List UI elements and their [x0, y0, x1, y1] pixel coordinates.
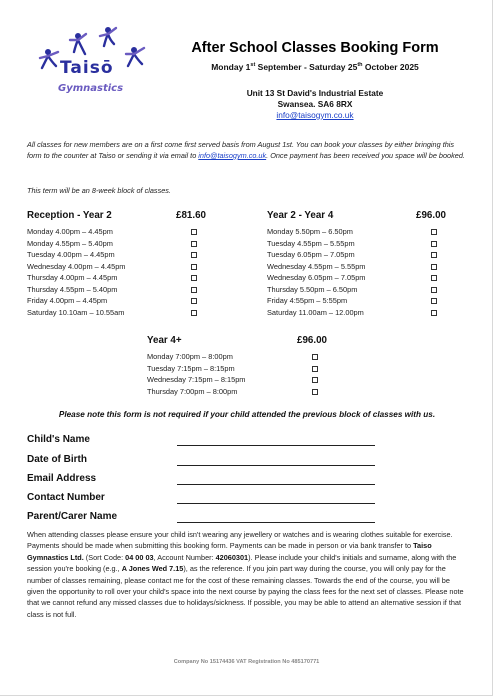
- empty-checkbox-icon[interactable]: [191, 241, 197, 247]
- terms-text: , Account Number:: [153, 552, 216, 562]
- session-row: [27, 261, 227, 273]
- session-label: Saturday 10.10am – 10.55am: [27, 307, 125, 317]
- sort-code: 04 00 03: [125, 552, 154, 562]
- form-title: After School Classes Booking Form: [191, 40, 439, 56]
- address-line-1: Unit 13 St David's Industrial Estate: [246, 88, 384, 98]
- session-label: Monday 4.00pm – 4.45pm: [27, 227, 113, 236]
- email-field: [27, 473, 387, 489]
- class-block-year2-year4: [267, 210, 467, 318]
- session-label: Wednesday 7:15pm – 8:15pm: [147, 375, 246, 384]
- session-row: [27, 307, 227, 319]
- empty-checkbox-icon[interactable]: [191, 264, 197, 270]
- block-price: £96.00: [297, 335, 327, 346]
- empty-checkbox-icon[interactable]: [191, 298, 197, 304]
- session-label: Wednesday 4.00pm – 4.45pm: [27, 261, 126, 271]
- email-label: Email Address: [27, 473, 97, 484]
- session-label: Saturday 11.00am – 12.00pm: [267, 307, 364, 317]
- session-label: Tuesday 6.05pm – 7.05pm: [267, 250, 355, 259]
- logo-subtitle: Gymnastics: [58, 83, 124, 94]
- contact-number-label: Contact Number: [27, 492, 105, 503]
- taiso-logo: [30, 22, 160, 107]
- class-block-reception-year2: [27, 210, 227, 318]
- block-name: Reception - Year 2: [27, 210, 112, 221]
- child-name-label: Child's Name: [27, 434, 90, 445]
- empty-checkbox-icon[interactable]: [312, 389, 318, 395]
- date-year-text: October 2025: [362, 62, 419, 72]
- intro-text-1: All classes for new members are on a first come first served basis from August 1st. You can book your classes by either bringing this form to the counter at Taiso or sending it via email to: [27, 140, 455, 160]
- header-email-link[interactable]: info@taisogym.co.uk: [276, 110, 354, 120]
- empty-checkbox-icon[interactable]: [191, 229, 197, 235]
- session-row: [27, 295, 227, 307]
- empty-checkbox-icon[interactable]: [431, 252, 437, 258]
- block-header: [27, 210, 227, 226]
- empty-checkbox-icon[interactable]: [312, 377, 318, 383]
- date-end-text: September - Saturday 25: [255, 62, 358, 72]
- session-label: Tuesday 7:15pm – 8:15pm: [147, 363, 235, 373]
- company-name: Taiso Gymnastics Ltd.: [27, 541, 432, 562]
- session-row: [147, 386, 347, 398]
- contact-number-input[interactable]: [177, 503, 375, 504]
- session-label: Monday 7:00pm – 8:00pm: [147, 352, 233, 361]
- date-start-text: Monday 1: [211, 62, 251, 72]
- empty-checkbox-icon[interactable]: [191, 252, 197, 258]
- session-row: [27, 272, 227, 284]
- empty-checkbox-icon[interactable]: [431, 241, 437, 247]
- terms-paragraph: [27, 529, 467, 620]
- block-price: £81.60: [176, 210, 206, 221]
- session-label: Wednesday 4.55pm – 5.55pm: [267, 261, 366, 271]
- session-row: [267, 261, 467, 273]
- child-name-input[interactable]: [177, 445, 375, 446]
- term-dates: [170, 62, 460, 72]
- session-row: [147, 351, 347, 363]
- terms-text: ). Please include your child's initials and surname, along with the session you're booking (e.g.,: [27, 552, 457, 574]
- session-label: Friday 4:55pm – 5:55pm: [267, 296, 348, 305]
- session-row: [27, 284, 227, 296]
- session-row: [267, 307, 467, 319]
- account-number: 42060301: [215, 552, 249, 562]
- terms-text: (Sort Code:: [83, 552, 126, 562]
- dob-input[interactable]: [177, 465, 375, 466]
- session-row: [267, 249, 467, 261]
- address-line-2: Swansea. SA6 8RX: [277, 99, 353, 109]
- empty-checkbox-icon[interactable]: [191, 310, 197, 316]
- logo-wordmark: Taisō: [60, 58, 114, 78]
- empty-checkbox-icon[interactable]: [191, 287, 197, 293]
- email-input[interactable]: [177, 484, 375, 485]
- empty-checkbox-icon[interactable]: [431, 275, 437, 281]
- empty-checkbox-icon[interactable]: [431, 298, 437, 304]
- block-header: [147, 335, 347, 351]
- session-label: Thursday 4.00pm – 4.45pm: [27, 273, 118, 282]
- date-start-suffix: st: [250, 62, 256, 69]
- session-row: [267, 238, 467, 250]
- block-price: £96.00: [416, 210, 446, 221]
- session-label: Tuesday 4.00pm – 4.45pm: [27, 250, 115, 259]
- session-row: [27, 238, 227, 250]
- session-row: [27, 226, 227, 238]
- terms-text: ), as the reference. If you join part way during the course, you will only pay for the number of classes remaining, please contact me for the cost of these remaining classes. Towards the end of the course, you will be given the opportunity to roll over your child's space into the next course by paying the class fees for the next set of classes. Please note that we cannot refund any missed classes due to holidays/sickness. If possible, you may be able to attend an alternative session if that class is not full.: [27, 564, 464, 619]
- session-row: [147, 374, 347, 386]
- empty-checkbox-icon[interactable]: [431, 229, 437, 235]
- header-email: [170, 110, 460, 120]
- session-row: [27, 249, 227, 261]
- block-name: Year 4+: [147, 335, 182, 346]
- parent-name-field: [27, 511, 387, 527]
- session-label: Monday 4.55pm – 5.40pm: [27, 238, 113, 248]
- session-row: [267, 226, 467, 238]
- dob-field: [27, 454, 387, 470]
- empty-checkbox-icon[interactable]: [431, 287, 437, 293]
- parent-name-input[interactable]: [177, 522, 375, 523]
- session-row: [267, 284, 467, 296]
- term-note: This term will be an 8-week block of classes.: [27, 186, 171, 195]
- session-row: [267, 295, 467, 307]
- dob-label: Date of Birth: [27, 454, 87, 465]
- intro-paragraph: [27, 139, 467, 161]
- reference-example: A Jones Wed 7.15: [121, 564, 184, 574]
- empty-checkbox-icon[interactable]: [431, 264, 437, 270]
- session-label: Tuesday 4.55pm – 5.55pm: [267, 238, 355, 248]
- empty-checkbox-icon[interactable]: [312, 366, 318, 372]
- session-label: Monday 5.50pm – 6.50pm: [267, 227, 353, 236]
- intro-email-link[interactable]: info@taisogym.co.uk: [198, 151, 267, 160]
- intro-text-2: . Once payment has been received you space will be booked.: [266, 151, 465, 160]
- session-row: [267, 272, 467, 284]
- previous-block-note: Please note this form is not required if your child attended the previous block of classes with us.: [58, 410, 436, 419]
- terms-text: When attending classes please ensure your child isn't wearing any jewellery or watches and is wearing clothes suitable for exercise. Payments should be made when submitting this booking form. Payments can be made in person or via bank transfer to: [27, 530, 453, 551]
- date-end-suffix: th: [357, 62, 363, 69]
- session-label: Thursday 7:00pm – 8:00pm: [147, 386, 238, 396]
- contact-number-field: [27, 492, 387, 508]
- session-label: Thursday 5.50pm – 6.50pm: [267, 284, 358, 294]
- empty-checkbox-icon[interactable]: [191, 275, 197, 281]
- empty-checkbox-icon[interactable]: [431, 310, 437, 316]
- child-name-field: [27, 434, 387, 450]
- session-label: Wednesday 6.05pm – 7.05pm: [267, 273, 366, 282]
- session-row: [147, 363, 347, 375]
- class-block-year4-plus: [147, 335, 347, 397]
- parent-name-label: Parent/Carer Name: [27, 511, 118, 522]
- company-footer: Company No 15174436 VAT Registration No 485170771: [173, 659, 320, 665]
- session-label: Thursday 4.55pm – 5.40pm: [27, 284, 118, 294]
- block-name: Year 2 - Year 4: [267, 210, 334, 221]
- session-label: Friday 4.00pm – 4.45pm: [27, 296, 108, 305]
- block-header: [267, 210, 467, 226]
- empty-checkbox-icon[interactable]: [312, 354, 318, 360]
